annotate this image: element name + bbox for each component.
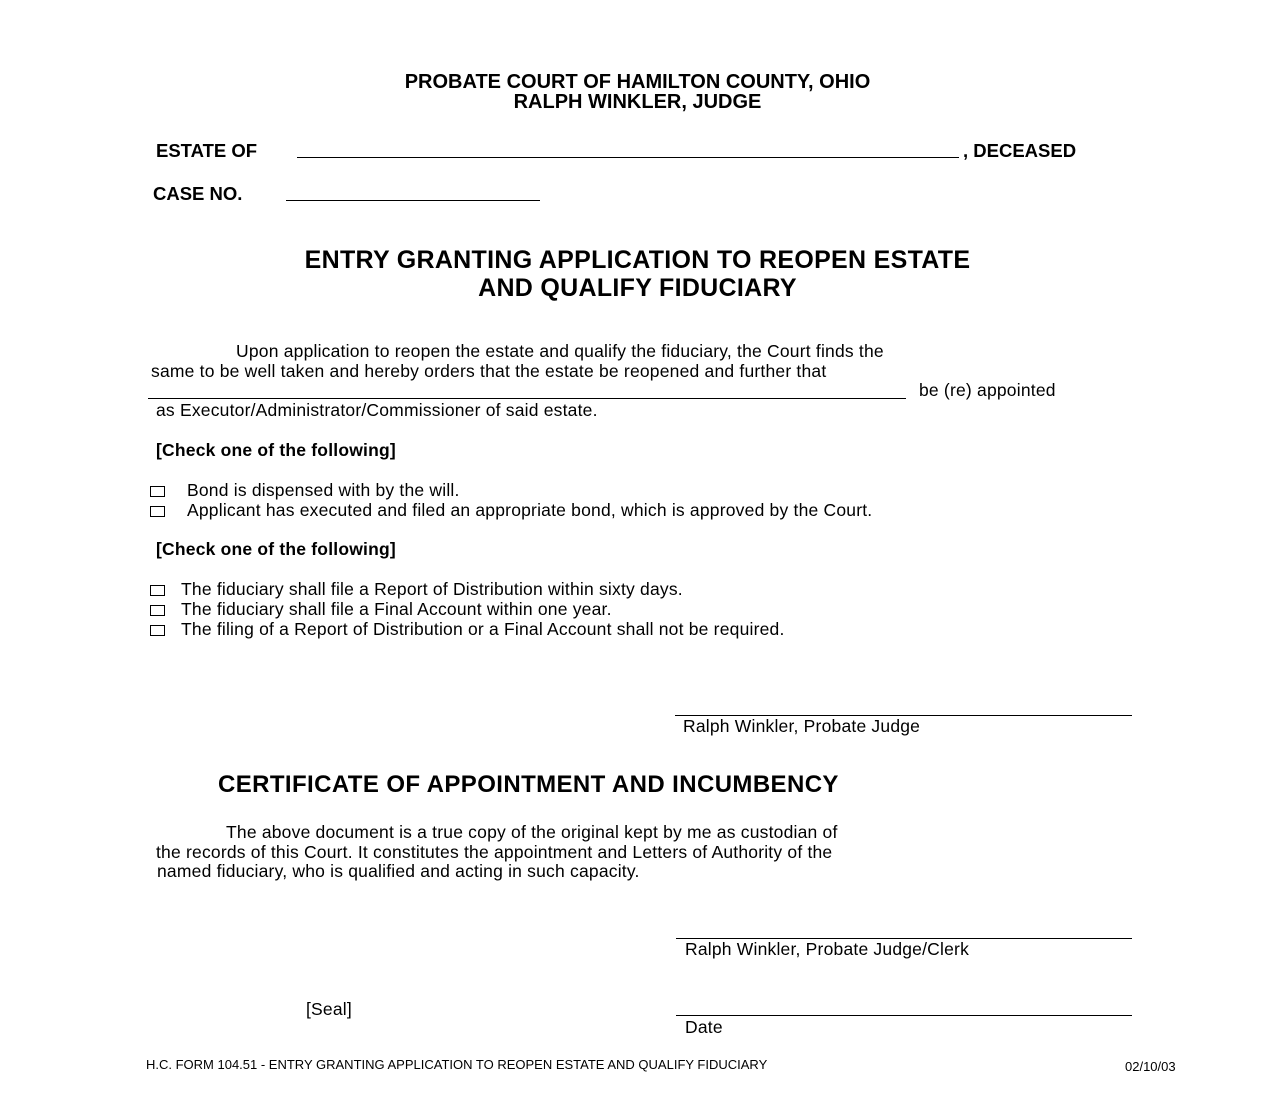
form-footer: H.C. FORM 104.51 - ENTRY GRANTING APPLICATION TO REOPEN ESTATE AND QUALIFY FIDUCIARY <box>146 1057 768 1072</box>
certificate-text-line2: the records of this Court. It constitutes the appointment and Letters of Authority of the <box>156 842 833 862</box>
fiduciary-name-field[interactable] <box>148 398 906 399</box>
order-text-line4: as Executor/Administrator/Commissioner of said estate. <box>156 400 598 420</box>
certificate-text-line1: The above document is a true copy of the original kept by me as custodian of <box>226 822 838 842</box>
case-no-label: CASE NO. <box>153 183 243 204</box>
option-bond-filed: Applicant has executed and filed an appropriate bond, which is approved by the Court. <box>187 500 873 520</box>
date-line[interactable] <box>676 1015 1132 1016</box>
certificate-title: CERTIFICATE OF APPOINTMENT AND INCUMBENCY <box>218 771 839 798</box>
clerk-signature-label: Ralph Winkler, Probate Judge/Clerk <box>685 939 970 959</box>
court-name: PROBATE COURT OF HAMILTON COUNTY, OHIO <box>404 71 871 93</box>
estate-label: ESTATE OF <box>156 140 258 161</box>
document-title-line1: ENTRY GRANTING APPLICATION TO REOPEN ESTATE <box>304 246 971 274</box>
case-no-field[interactable] <box>286 200 540 201</box>
option-report-distribution: The fiduciary shall file a Report of Distribution within sixty days. <box>181 579 683 599</box>
document-title-line2: AND QUALIFY FIDUCIARY <box>478 274 797 302</box>
judge-signature-label: Ralph Winkler, Probate Judge <box>683 716 921 736</box>
order-text-line1: Upon application to reopen the estate and qualify the fiduciary, the Court finds the <box>236 341 884 361</box>
order-text-line2: same to be well taken and hereby orders that the estate be reopened and further that <box>151 361 827 381</box>
option-not-required: The filing of a Report of Distribution or a Final Account shall not be required. <box>181 619 785 639</box>
option-bond-dispensed: Bond is dispensed with by the will. <box>187 480 460 500</box>
option-final-account: The fiduciary shall file a Final Account within one year. <box>181 599 612 619</box>
checkbox-bond-dispensed[interactable] <box>150 486 165 497</box>
estate-name-field[interactable] <box>297 157 959 158</box>
deceased-label: , DECEASED <box>963 140 1077 161</box>
order-text-line3: be (re) appointed <box>919 380 1056 400</box>
seal-label: [Seal] <box>306 999 352 1019</box>
form-revision-date: 02/10/03 <box>1125 1059 1176 1074</box>
checkbox-report-distribution[interactable] <box>150 585 165 596</box>
judge-name: RALPH WINKLER, JUDGE <box>513 91 762 113</box>
checkbox-not-required[interactable] <box>150 625 165 636</box>
checkbox-bond-filed[interactable] <box>150 506 165 517</box>
check-heading-2: [Check one of the following] <box>156 539 396 559</box>
date-label: Date <box>685 1017 723 1037</box>
checkbox-final-account[interactable] <box>150 605 165 616</box>
check-heading-1: [Check one of the following] <box>156 440 396 460</box>
certificate-text-line3: named fiduciary, who is qualified and acting in such capacity. <box>157 861 640 881</box>
